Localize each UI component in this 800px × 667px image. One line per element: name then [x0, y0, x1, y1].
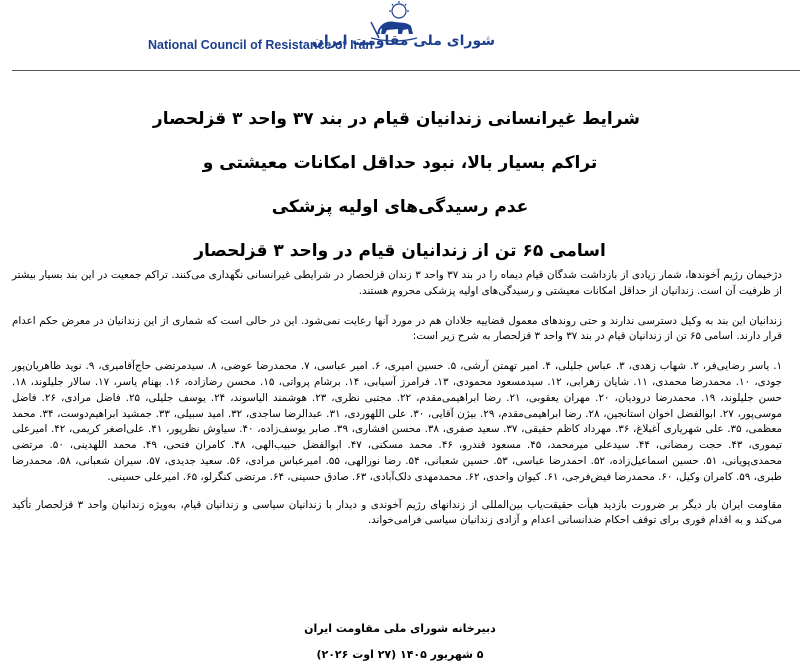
prisoner-names-list: ۱. یاسر رضایی‌فر، ۲. شهاب زهدی، ۳. عباس جلیلی، ۴. امیر تهمتن آرشی، ۵. حسین امیری، ۶. امیر عباسی، ۷. محمدرضا عوضی، ۸. سیدمرتضی حاج‌آقامیری، ۹. نوید طاهریان‌پور جودی، ۱۰. محمدرضا محمدی، ۱۱. شایان زهرابی، ۱۲. سیدمسعود محمودی، ۱۳. فرامرز آسیابی، ۱۴. برشام پرواتی، ۱۵. محسن رضازاده، ۱۶. بهنام یاسر، ۱۷. سالار جلیلوند، ۱۸. حسن جلیلوند، ۱۹. محمدرضا درودیان، ۲۰. مهران یعقوبی، ۲۱. رضا ابراهیمی‌مقدم، ۲۲. مجتبی نظری، ۲۳. هوشمند الیاسوند، ۲۴. یوسف جلیلی، ۲۵. فاضل مرادی، ۲۶. فاضل موسی‌پور، ۲۷. ابوالفضل اخوان استانجین، ۲۸. رضا ابراهیمی‌مقدم، ۲۹. بیژن آقایی، ۳۰. علی اللهوردی، ۳۱. عبدالرضا ساجدی، ۳۲. امید سبیلی، ۳۳. جمشید ابراهیم‌دوست، ۳۴. محمد معظمی، ۳۵. علی شهریاری آغبلاغ، ۳۶. مهرداد کاظم حقیقی، ۳۷. سعید صفری، ۳۸. محسن افشاری، ۳۹. صابر یوسف‌زاده، ۴۰. سیاوش نظرپور، ۴۱. علی‌اصغر کریمی، ۴۲. امیرعلی تیموری، ۴۳. حجت رمضانی، ۴۴. سیدعلی میرمحمد، ۴۵. مسعود قندرو، ۴۶. محمد مسکنی، ۴۷. ابوالفضل حبیب‌الهی، ۴۸. کامران فتحی، ۴۹. محمد اللهدینی، ۵۰. مرتضی محمدی‌پویانی، ۵۱. حسین اسماعیل‌زاده، ۵۲. احمدرضا عباسی، ۵۳. حسین شعبانی، ۵۴. رضا نورالهی، ۵۵. امیرعباس مرادی، ۵۶. سعید جدیدی، ۵۷. سیران شعبانی، ۵۸. محمدرضا طبری، ۵۹. کامران وکیل، ۶۰. محمدرضا فیض‌فرجی، ۶۱. کیوان واحدی، ۶۲. محمدمهدی دلک‌آبادی، ۶۳. صادق حسینی، ۶۴. مرتضی کنگرلو، ۶۵. امیرعلی حسینی. — [12, 360, 783, 483]
document-body — [12, 268, 782, 543]
appeal-paragraph: مقاومت ایران بار دیگر بر ضرورت بازدید هیأت حقیقت‌یاب بین‌المللی از زندانهای رژیم آخوندی و دیدار با زندانیان سیاسی و زندانیان قیام، به‌ویژه زندانیان واحد ۳ قزلحصار تأکید می‌کند و به اقدام فوری برای توقف احکام ضدانسانی اعدام و آزادی زندانیان سیاسی فرامی‌خواند. — [12, 498, 783, 527]
title-line-4: اسامی ۶۵ تن از زندانیان قیام در واحد ۳ قزلحصار — [194, 241, 606, 261]
letterhead — [0, 0, 800, 80]
org-name-persian: شورای ملی مقاومت ایران — [311, 33, 495, 49]
title-line-1: شرایط غیرانسانی زندانیان قیام در بند ۳۷ واحد ۳ قزلحصار — [152, 109, 640, 129]
signature: دبیرخانه شورای ملی مقاومت ایران — [304, 622, 496, 635]
document-title — [152, 104, 640, 280]
intro-paragraph: دژخیمان رژیم آخوندها، شمار زیادی از بازداشت شدگان قیام دیماه را در بند ۳۷ واحد ۳ زندان قزلحصار در شرایطی غیرانسانی نگهداری می‌کنند. تراکم جمعیت در این بند بسیار بیشتر از ظرفیت آن است. زندانیان از حداقل امکانات معیشتی و رسیدگی‌های اولیه پزشکی محروم هستند. — [12, 269, 782, 297]
title-line-2: تراکم بسیار بالا، نبود حداقل امکانات معیشتی و — [202, 153, 598, 173]
title-line-3: عدم رسیدگی‌های اولیه پزشکی — [271, 197, 529, 217]
document-date: ۵ شهریور ۱۴۰۵ (۲۷ اوت ۲۰۲۶) — [316, 648, 484, 661]
org-name-english: National Council of Resistance of Iran — [148, 38, 374, 52]
context-paragraph: زندانیان این بند به وکیل دسترسی ندارند و حتی روندهای معمول قضاییه جلادان هم در مورد آنها رعایت نمی‌شود. این در حالی است که شماری از این زندانیان در معرض حکم اعدام قرار دارند. اسامی ۶۵ تن از زندانیان قیام در بند ۳۷ واحد ۳ قزلحصار به شرح زیر است: — [12, 314, 782, 343]
header-divider — [12, 70, 800, 71]
